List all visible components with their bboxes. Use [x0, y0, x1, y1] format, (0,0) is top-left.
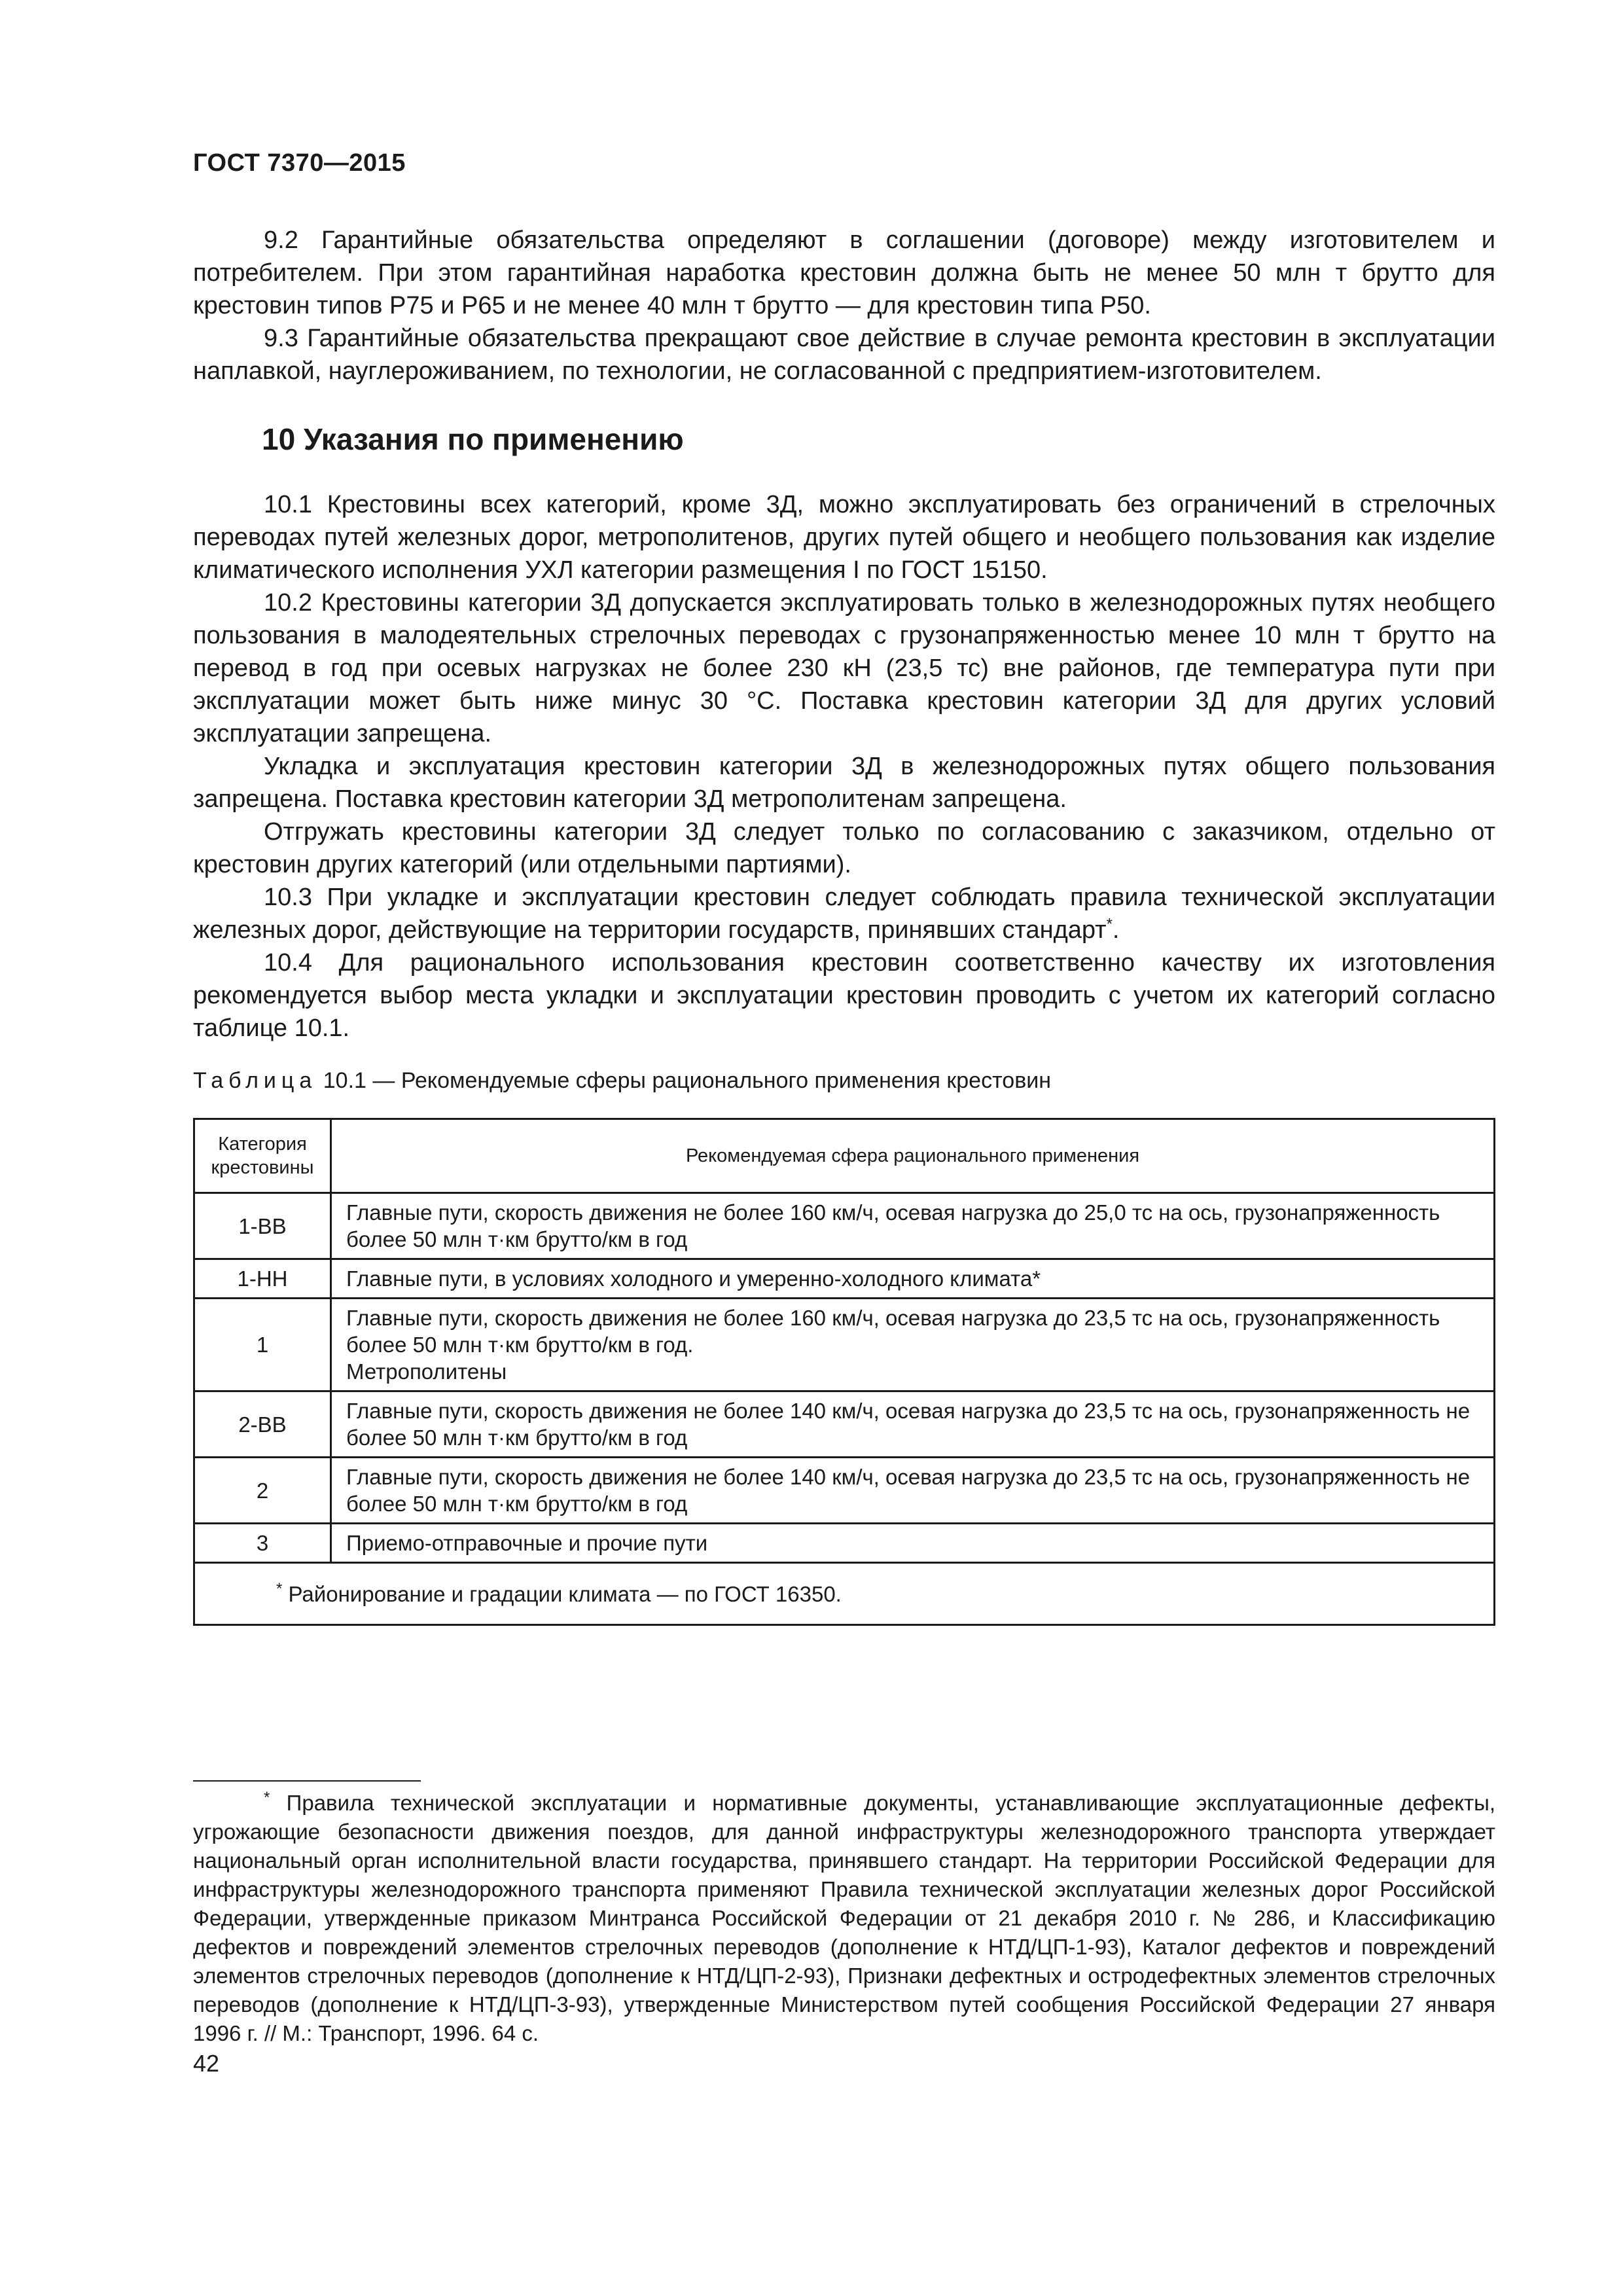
document-header: ГОСТ 7370—2015 — [193, 149, 406, 177]
footnote-ref: * — [1106, 915, 1113, 933]
paragraph-10-3-end: . — [1112, 916, 1120, 944]
table-footnote-mark: * — [276, 1579, 283, 1598]
application-text-metro: Метрополитены — [346, 1359, 507, 1384]
category-cell: 1 — [194, 1299, 331, 1391]
table-row — [194, 1524, 1495, 1563]
paragraph-10-2-laying: Укладка и эксплуатация крестовин категории 3Д в железнодорожных путях общего пользования запрещена. Поставка крестовин категории 3Д метрополитенам запрещена. — [193, 753, 1495, 813]
category-cell: 1-НН — [194, 1259, 331, 1299]
column-header-category: Категория крестовины — [194, 1119, 331, 1193]
application-cell: Приемо-отправочные и прочие пути — [331, 1524, 1495, 1563]
page-number: 42 — [193, 2050, 220, 2077]
table-row — [194, 1193, 1495, 1259]
table-footnote-text: Районирование и градации климата — по ГОСТ 16350. — [288, 1581, 842, 1606]
category-cell: 2-ВВ — [194, 1391, 331, 1458]
footnote-divider — [193, 1780, 421, 1782]
table-caption — [193, 1068, 1051, 1094]
table-footnote-row — [194, 1563, 1495, 1625]
footnote-text: Правила технической эксплуатации и нормативные документы, устанавливающие эксплуатационные дефекты, угрожающие безопасности движения поездов, для данной инфраструктуры железнодорожного транспорта утверждает национальный орган исполнительной власти государства, принявшего стандарт. На территории Российской Федерации для инфраструктуры железнодорожного транспорта применяют Правила технической эксплуатации железных дорог Российской Федерации, утвержденные приказом Минтранса Российской Федерации от 21 декабря 2010 г. № 286, и Классификацию дефектов и повреждений элементов стрелочных переводов (дополнение к НТД/ЦП-1-93), Каталог дефектов и повреждений элементов стрелочных переводов (дополнение к НТД/ЦП-2-93), Признаки дефектных и остродефектных элементов стрелочных переводов (дополнение к НТД/ЦП-3-93), утвержденные Министерством путей сообщения Российской Федерации 27 января 1996 г. // М.: Транспорт, 1996. 64 с. — [193, 1791, 1495, 2045]
paragraph-9-2: 9.2 Гарантийные обязательства определяют в соглашении (договоре) между изготовителем и потребителем. При этом гарантийная наработка крестовин должна быть не менее 50 млн т брутто для крестовин типов Р75 и Р65 и не менее 40 млн т брутто — для крестовин типа Р50. — [193, 226, 1495, 319]
section-10 — [193, 488, 1495, 1045]
application-cell: Главные пути, скорость движения не более 140 км/ч, осевая нагрузка до 23,5 тс на ось, грузонапряженность не более 50 млн т·км брутто/км в год — [331, 1458, 1495, 1524]
table-caption-word: Таблица — [193, 1068, 317, 1093]
section-10-heading: 10 Указания по применению — [262, 422, 684, 456]
page-footnote — [193, 1789, 1495, 2048]
table-row — [194, 1259, 1495, 1299]
column-header-application: Рекомендуемая сфера рационального применения — [331, 1119, 1495, 1193]
table-row — [194, 1458, 1495, 1524]
paragraph-10-1: 10.1 Крестовины всех категорий, кроме 3Д, можно эксплуатировать без ограничений в стрелочных переводах путей железных дорог, метрополитенов, других путей общего и необщего пользования как изделие климатического исполнения УХЛ категории размещения I по ГОСТ 15150. — [193, 491, 1495, 584]
category-cell: 2 — [194, 1458, 331, 1524]
paragraph-10-3 — [193, 881, 1495, 946]
table-caption-title: 10.1 — Рекомендуемые сферы рационального применения крестовин — [323, 1068, 1052, 1093]
table-header-row — [194, 1119, 1495, 1193]
footnote-mark: * — [264, 1789, 270, 1806]
paragraph-10-2: 10.2 Крестовины категории 3Д допускается эксплуатировать только в железнодорожных путях необщего пользования в малодеятельных стрелочных переводах с грузонапряженностью менее 10 млн т брутто на перевод в год при осевых нагрузках не более 230 кН (23,5 тс) вне районов, где температура пути при эксплуатации может быть ниже минус 30 °С. Поставка крестовин категории 3Д для других условий эксплуатации запрещена. — [193, 589, 1495, 747]
paragraph-10-4: 10.4 Для рационального использования крестовин соответственно качеству их изготовления рекомендуется выбор места укладки и эксплуатации крестовин проводить с учетом их категорий согласно таблице 10.1. — [193, 949, 1495, 1042]
category-cell: 3 — [194, 1524, 331, 1563]
application-cell: Главные пути, скорость движения не более 160 км/ч, осевая нагрузка до 25,0 тс на ось, грузонапряженность более 50 млн т·км брутто/км в год — [331, 1193, 1495, 1259]
recommendations-table — [193, 1118, 1495, 1626]
application-text: Главные пути, скорость движения не более 160 км/ч, осевая нагрузка до 23,5 тс на ось, грузонапряженность более 50 млн т·км брутто/км в год. — [346, 1306, 1440, 1357]
table-row — [194, 1391, 1495, 1458]
paragraph-9-3: 9.3 Гарантийные обязательства прекращают свое действие в случае ремонта крестовин в эксплуатации наплавкой, науглероживанием, по технологии, не согласованной с предприятием-изготовителем. — [193, 325, 1495, 385]
paragraph-10-2-shipping: Отгружать крестовины категории 3Д следует только по согласованию с заказчиком, отдельно от крестовин других категорий (или отдельными партиями). — [193, 818, 1495, 878]
footnote-paragraph — [193, 1789, 1495, 2048]
section-9 — [193, 224, 1495, 387]
application-cell: Главные пути, скорость движения не более 140 км/ч, осевая нагрузка до 23,5 тс на ось, грузонапряженность не более 50 млн т·км брутто/км в год — [331, 1391, 1495, 1458]
table-footnote — [194, 1563, 1495, 1625]
application-cell: Главные пути, в условиях холодного и умеренно-холодного климата* — [331, 1259, 1495, 1299]
table-row — [194, 1299, 1495, 1391]
paragraph-10-3-text: 10.3 При укладке и эксплуатации крестовин следует соблюдать правила технической эксплуатации железных дорог, действующие на территории государств, принявших стандарт — [193, 884, 1495, 944]
category-cell: 1-ВВ — [194, 1193, 331, 1259]
application-cell — [331, 1299, 1495, 1391]
